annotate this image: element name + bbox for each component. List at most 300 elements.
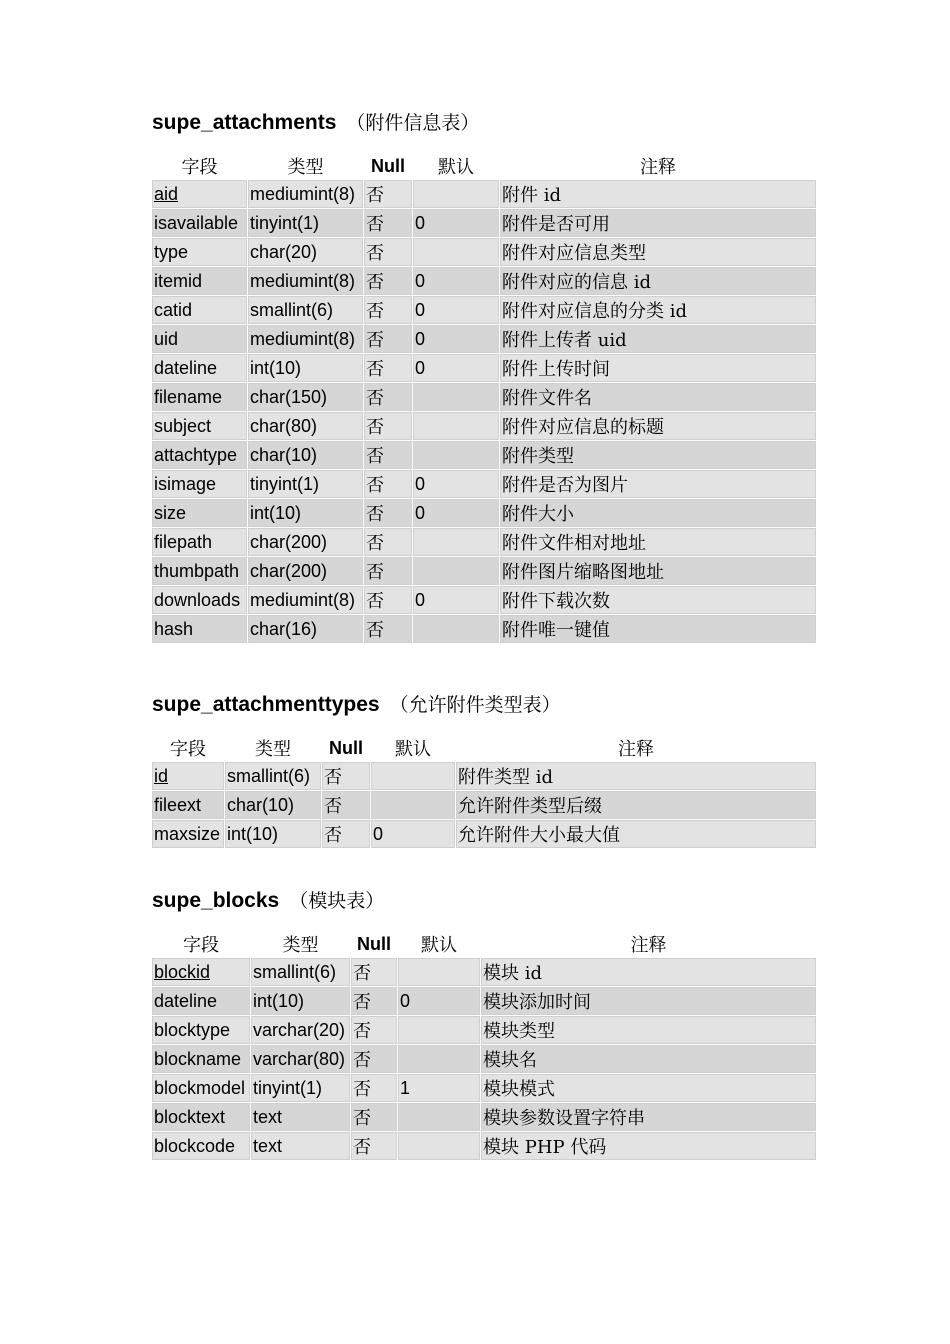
table-row	[152, 238, 816, 266]
table-row	[152, 267, 816, 295]
comment-cell	[481, 958, 816, 986]
null-value: 否	[353, 1108, 371, 1129]
null-value: 否	[324, 767, 342, 788]
null-value: 否	[366, 301, 384, 322]
table-description: （模块表）	[289, 890, 385, 912]
comment-value: 附件文件相对地址	[502, 533, 646, 554]
type-cell	[251, 1074, 350, 1102]
default-cell	[398, 1016, 480, 1044]
null-value: 否	[353, 992, 371, 1013]
schema-table	[151, 734, 817, 849]
null-value: 否	[366, 417, 384, 438]
comment-value: 模块名	[483, 1050, 537, 1071]
null-value: 否	[366, 562, 384, 583]
table-row	[152, 1074, 816, 1102]
field-value: downloads	[154, 589, 241, 610]
table-description: （允许附件类型表）	[389, 694, 561, 716]
null-cell	[351, 1074, 397, 1102]
null-cell	[364, 470, 412, 498]
comment-cell	[500, 325, 816, 353]
field-cell	[152, 1045, 250, 1073]
section-title	[152, 108, 818, 138]
table-row	[152, 791, 816, 819]
type-value: varchar(20)	[253, 1019, 346, 1040]
comment-value: 附件 id	[502, 185, 562, 206]
table-row	[152, 762, 816, 790]
field-cell	[152, 296, 247, 324]
null-value: 否	[366, 214, 384, 235]
field-value: filename	[154, 386, 223, 407]
type-value: int(10)	[253, 990, 305, 1011]
table-name: supe_attachments	[152, 111, 337, 134]
type-cell	[248, 615, 363, 643]
field-cell	[152, 820, 224, 848]
null-cell	[364, 296, 412, 324]
table-row	[152, 615, 816, 643]
type-value: varchar(80)	[253, 1048, 346, 1069]
header-row	[152, 931, 816, 957]
comment-cell	[500, 296, 816, 324]
default-cell	[413, 499, 499, 527]
type-cell	[225, 791, 321, 819]
null-cell	[322, 820, 370, 848]
field-cell	[152, 238, 247, 266]
type-value: char(200)	[250, 531, 328, 552]
comment-value: 附件对应信息的标题	[502, 417, 664, 438]
comment-cell	[481, 1103, 816, 1131]
field-cell	[152, 412, 247, 440]
field-value: thumbpath	[154, 560, 240, 581]
null-value: 否	[324, 796, 342, 817]
type-value: char(150)	[250, 386, 328, 407]
header-field: 字段	[170, 739, 206, 760]
field-cell	[152, 209, 247, 237]
field-value: id	[154, 765, 169, 786]
comment-cell	[500, 267, 816, 295]
default-cell	[413, 267, 499, 295]
table-row	[152, 1132, 816, 1160]
field-cell	[152, 791, 224, 819]
type-cell	[251, 987, 350, 1015]
table-row	[152, 470, 816, 498]
type-value: text	[253, 1106, 283, 1127]
null-cell	[364, 354, 412, 382]
type-cell	[251, 1016, 350, 1044]
null-cell	[351, 1132, 397, 1160]
type-value: int(10)	[227, 823, 279, 844]
null-value: 否	[353, 963, 371, 984]
type-cell	[248, 557, 363, 585]
default-value: 0	[415, 357, 426, 378]
field-cell	[152, 958, 250, 986]
null-value: 否	[366, 272, 384, 293]
null-cell	[364, 383, 412, 411]
null-cell	[364, 180, 412, 208]
type-value: int(10)	[250, 502, 302, 523]
table-row	[152, 180, 816, 208]
type-cell	[248, 499, 363, 527]
field-cell	[152, 615, 247, 643]
field-cell	[152, 383, 247, 411]
table-row	[152, 325, 816, 353]
comment-value: 附件上传时间	[502, 359, 610, 380]
default-cell	[398, 987, 480, 1015]
header-type: 类型	[282, 935, 319, 956]
comment-value: 模块参数设置字符串	[483, 1108, 645, 1129]
comment-value: 附件是否为图片	[502, 475, 628, 496]
header-comment: 注释	[630, 935, 667, 956]
null-cell	[364, 412, 412, 440]
comment-cell	[500, 441, 816, 469]
schema-table	[151, 152, 817, 644]
default-value: 0	[415, 589, 426, 610]
field-value: blockcode	[154, 1135, 236, 1156]
field-cell	[152, 762, 224, 790]
type-value: text	[253, 1135, 283, 1156]
comment-cell	[456, 791, 816, 819]
type-value: tinyint(1)	[253, 1077, 323, 1098]
default-cell	[413, 470, 499, 498]
default-cell	[398, 1074, 480, 1102]
default-cell	[413, 441, 499, 469]
default-value: 0	[415, 299, 426, 320]
type-cell	[248, 412, 363, 440]
comment-value: 允许附件大小最大值	[458, 825, 620, 846]
header-field: 字段	[181, 157, 218, 178]
comment-value: 模块 PHP 代码	[483, 1137, 607, 1158]
null-cell	[351, 987, 397, 1015]
default-cell	[413, 412, 499, 440]
field-value: size	[154, 502, 187, 523]
null-value: 否	[366, 620, 384, 641]
comment-value: 附件对应的信息 id	[502, 272, 652, 293]
default-cell	[371, 762, 455, 790]
comment-cell	[500, 557, 816, 585]
table-row	[152, 958, 816, 986]
field-value: dateline	[154, 990, 218, 1011]
default-cell	[413, 615, 499, 643]
comment-value: 附件对应信息的分类 id	[502, 301, 688, 322]
comment-value: 模块模式	[483, 1079, 555, 1100]
field-cell	[152, 1132, 250, 1160]
header-comment: 注释	[618, 739, 654, 760]
null-cell	[364, 586, 412, 614]
default-value: 0	[415, 212, 426, 233]
header-row	[152, 153, 816, 179]
table-row	[152, 557, 816, 585]
type-value: tinyint(1)	[250, 473, 320, 494]
field-value: fileext	[154, 794, 202, 815]
schema-table	[151, 930, 817, 1161]
comment-cell	[481, 1016, 816, 1044]
default-cell	[371, 791, 455, 819]
field-value: maxsize	[154, 823, 221, 844]
header-type: 类型	[255, 739, 291, 760]
default-cell	[371, 820, 455, 848]
type-cell	[248, 470, 363, 498]
table-section-blocks	[152, 886, 818, 1161]
default-cell	[413, 528, 499, 556]
null-value: 否	[366, 475, 384, 496]
header-null: Null	[357, 933, 391, 954]
table-row	[152, 354, 816, 382]
comment-cell	[481, 1074, 816, 1102]
comment-cell	[481, 1045, 816, 1073]
type-cell	[248, 296, 363, 324]
null-cell	[364, 528, 412, 556]
default-value: 0	[415, 502, 426, 523]
default-value: 0	[415, 270, 426, 291]
field-value: aid	[154, 183, 179, 204]
type-cell	[248, 238, 363, 266]
null-value: 否	[353, 1050, 371, 1071]
type-cell	[248, 180, 363, 208]
comment-cell	[481, 1132, 816, 1160]
field-value: isimage	[154, 473, 217, 494]
field-value: itemid	[154, 270, 203, 291]
table-name: supe_attachmenttypes	[152, 693, 380, 716]
null-value: 否	[353, 1021, 371, 1042]
null-cell	[351, 1045, 397, 1073]
null-value: 否	[324, 825, 342, 846]
field-cell	[152, 441, 247, 469]
section-title	[152, 690, 818, 720]
field-value: blocktype	[154, 1019, 231, 1040]
null-cell	[322, 791, 370, 819]
type-cell	[248, 267, 363, 295]
default-cell	[413, 383, 499, 411]
table-name: supe_blocks	[152, 889, 280, 912]
header-row	[152, 735, 816, 761]
field-value: catid	[154, 299, 193, 320]
comment-cell	[456, 820, 816, 848]
null-cell	[364, 238, 412, 266]
null-cell	[364, 499, 412, 527]
field-value: attachtype	[154, 444, 238, 465]
table-row	[152, 412, 816, 440]
type-value: char(10)	[227, 794, 295, 815]
default-cell	[413, 354, 499, 382]
type-value: smallint(6)	[250, 299, 334, 320]
type-cell	[248, 586, 363, 614]
type-value: mediumint(8)	[250, 183, 356, 204]
field-value: hash	[154, 618, 194, 639]
field-value: dateline	[154, 357, 218, 378]
comment-cell	[500, 354, 816, 382]
comment-value: 附件图片缩略图地址	[502, 562, 664, 583]
default-cell	[398, 1132, 480, 1160]
default-value: 1	[400, 1077, 411, 1098]
type-value: char(200)	[250, 560, 328, 581]
null-cell	[322, 762, 370, 790]
type-cell	[248, 209, 363, 237]
type-cell	[251, 958, 350, 986]
field-value: blocktext	[154, 1106, 226, 1127]
header-field: 字段	[183, 935, 219, 956]
table-section-attachmenttypes	[152, 690, 818, 849]
type-cell	[251, 1132, 350, 1160]
type-value: tinyint(1)	[250, 212, 320, 233]
null-value: 否	[366, 388, 384, 409]
null-value: 否	[366, 446, 384, 467]
field-cell	[152, 586, 247, 614]
null-value: 否	[366, 504, 384, 525]
table-row	[152, 499, 816, 527]
comment-cell	[500, 499, 816, 527]
table-row	[152, 820, 816, 848]
comment-value: 允许附件类型后缀	[458, 796, 602, 817]
default-cell	[413, 180, 499, 208]
field-cell	[152, 180, 247, 208]
comment-value: 附件是否可用	[502, 214, 610, 235]
null-value: 否	[366, 185, 384, 206]
type-cell	[248, 441, 363, 469]
type-cell	[248, 354, 363, 382]
null-value: 否	[366, 359, 384, 380]
comment-value: 附件对应信息类型	[502, 243, 646, 264]
table-row	[152, 1045, 816, 1073]
comment-cell	[500, 209, 816, 237]
default-value: 0	[415, 328, 426, 349]
field-value: uid	[154, 328, 179, 349]
field-cell	[152, 1074, 250, 1102]
header-default: 默认	[438, 157, 474, 178]
type-cell	[248, 325, 363, 353]
comment-value: 模块类型	[483, 1021, 555, 1042]
null-cell	[351, 1103, 397, 1131]
field-cell	[152, 325, 247, 353]
null-cell	[351, 1016, 397, 1044]
field-cell	[152, 987, 250, 1015]
table-row	[152, 441, 816, 469]
section-title	[152, 886, 818, 916]
comment-value: 附件下载次数	[502, 591, 610, 612]
comment-value: 模块添加时间	[483, 992, 591, 1013]
default-cell	[398, 958, 480, 986]
type-value: mediumint(8)	[250, 328, 356, 349]
default-cell	[413, 238, 499, 266]
header-default: 默认	[421, 935, 457, 956]
comment-value: 附件上传者 uid	[502, 330, 627, 351]
null-value: 否	[366, 533, 384, 554]
table-row	[152, 209, 816, 237]
null-cell	[364, 557, 412, 585]
header-comment: 注释	[640, 157, 676, 178]
null-value: 否	[353, 1079, 371, 1100]
null-cell	[364, 325, 412, 353]
null-value: 否	[366, 243, 384, 264]
field-value: filepath	[154, 531, 213, 552]
type-value: char(80)	[250, 415, 318, 436]
null-cell	[364, 615, 412, 643]
null-value: 否	[366, 591, 384, 612]
type-value: smallint(6)	[227, 765, 311, 786]
comment-value: 附件大小	[502, 504, 574, 525]
null-cell	[364, 209, 412, 237]
field-cell	[152, 557, 247, 585]
comment-cell	[500, 238, 816, 266]
field-cell	[152, 267, 247, 295]
field-value: blockid	[154, 961, 211, 982]
field-value: blockmodel	[154, 1077, 246, 1098]
field-cell	[152, 1103, 250, 1131]
table-row	[152, 586, 816, 614]
table-row	[152, 383, 816, 411]
default-value: 0	[373, 823, 384, 844]
table-row	[152, 1016, 816, 1044]
comment-cell	[481, 987, 816, 1015]
default-cell	[398, 1045, 480, 1073]
comment-cell	[500, 383, 816, 411]
comment-cell	[500, 180, 816, 208]
comment-cell	[500, 615, 816, 643]
header-null: Null	[329, 737, 363, 758]
field-value: type	[154, 241, 189, 262]
type-value: mediumint(8)	[250, 589, 356, 610]
comment-cell	[456, 762, 816, 790]
table-section-attachments	[152, 108, 818, 644]
type-value: mediumint(8)	[250, 270, 356, 291]
default-cell	[413, 296, 499, 324]
type-cell	[251, 1045, 350, 1073]
default-cell	[398, 1103, 480, 1131]
comment-cell	[500, 470, 816, 498]
header-type: 类型	[287, 157, 324, 178]
null-cell	[351, 958, 397, 986]
field-cell	[152, 499, 247, 527]
table-description: （附件信息表）	[346, 112, 480, 134]
type-value: char(10)	[250, 444, 318, 465]
null-cell	[364, 441, 412, 469]
default-cell	[413, 209, 499, 237]
default-cell	[413, 557, 499, 585]
default-value: 0	[400, 990, 411, 1011]
comment-value: 附件唯一键值	[502, 620, 610, 641]
field-value: subject	[154, 415, 212, 436]
type-cell	[225, 820, 321, 848]
field-cell	[152, 470, 247, 498]
comment-cell	[500, 528, 816, 556]
type-value: int(10)	[250, 357, 302, 378]
type-value: char(20)	[250, 241, 318, 262]
comment-value: 附件类型	[502, 446, 574, 467]
comment-value: 附件文件名	[502, 388, 592, 409]
field-value: isavailable	[154, 212, 239, 233]
type-value: smallint(6)	[253, 961, 337, 982]
type-value: char(16)	[250, 618, 318, 639]
default-value: 0	[415, 473, 426, 494]
field-cell	[152, 1016, 250, 1044]
null-value: 否	[353, 1137, 371, 1158]
type-cell	[225, 762, 321, 790]
null-cell	[364, 267, 412, 295]
table-row	[152, 528, 816, 556]
comment-value: 模块 id	[483, 963, 543, 984]
table-row	[152, 987, 816, 1015]
table-row	[152, 1103, 816, 1131]
comment-value: 附件类型 id	[458, 767, 554, 788]
field-cell	[152, 354, 247, 382]
comment-cell	[500, 412, 816, 440]
default-cell	[413, 586, 499, 614]
field-value: blockname	[154, 1048, 242, 1069]
type-cell	[251, 1103, 350, 1131]
null-value: 否	[366, 330, 384, 351]
field-cell	[152, 528, 247, 556]
type-cell	[248, 383, 363, 411]
table-row	[152, 296, 816, 324]
header-null: Null	[371, 155, 405, 176]
